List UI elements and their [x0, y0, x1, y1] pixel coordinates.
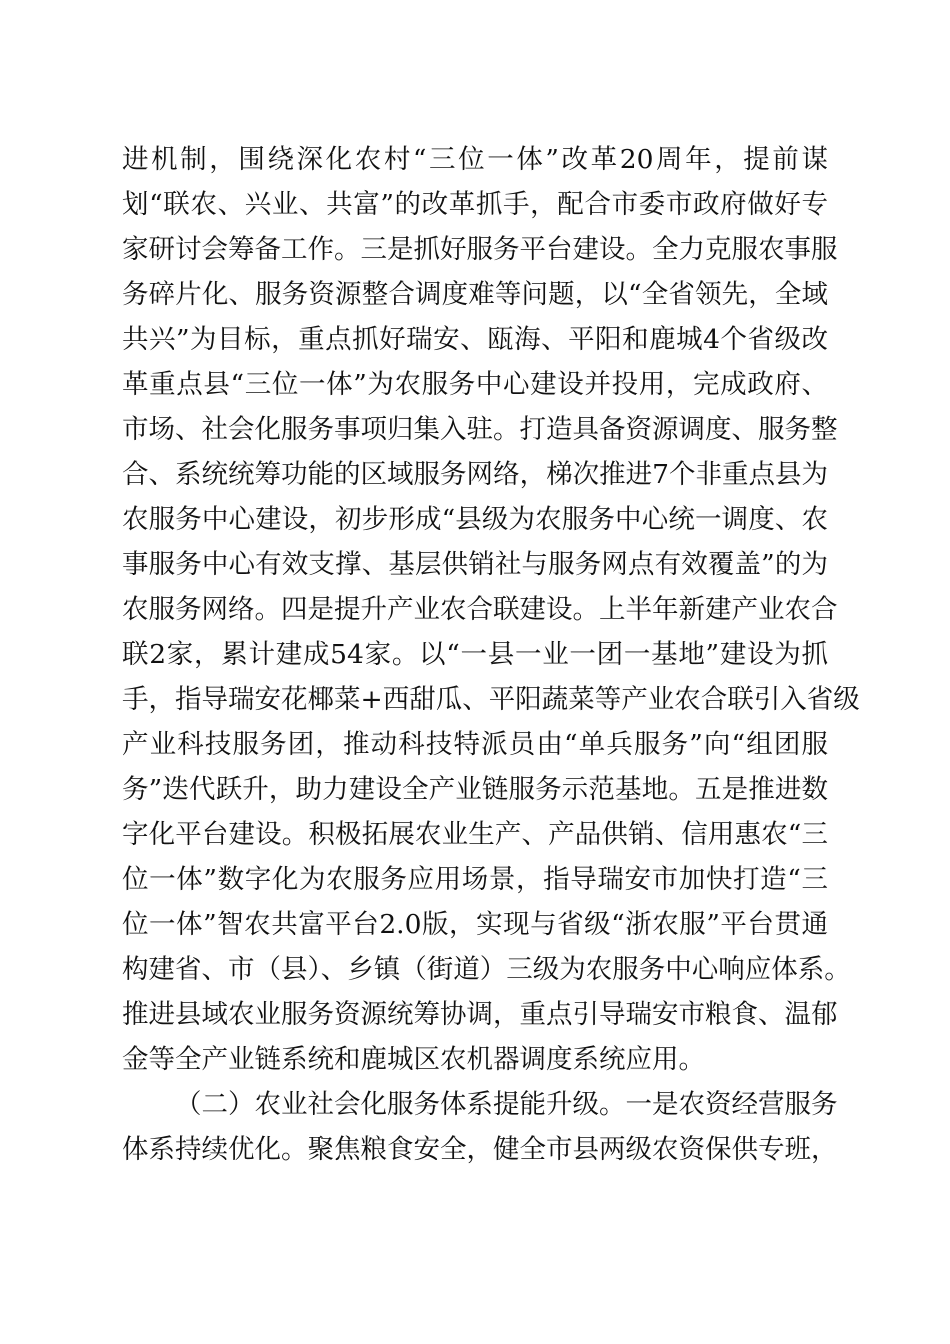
- text-line: 构建省、市（县）、乡镇（街道）三级为农服务中心响应体系。: [122, 954, 851, 985]
- text-line: 革重点县“三位一体”为农服务中心建设并投用，完成政府、: [122, 369, 828, 400]
- text-line: 农服务中心建设，初步形成“县级为农服务中心统一调度、农: [122, 504, 828, 535]
- text-line: 体系持续优化。聚焦粮食安全，健全市县两级农资保供专班，: [122, 1134, 838, 1165]
- text-line: 市场、社会化服务事项归集入驻。打造具备资源调度、服务整: [122, 414, 838, 445]
- text-line: 产业科技服务团，推动科技特派员由“单兵服务”向“组团服: [122, 729, 828, 760]
- text-line: 合、系统统筹功能的区域服务网络，梯次推进7个非重点县为: [122, 459, 828, 490]
- text-line: 金等全产业链系统和鹿城区农机器调度系统应用。: [122, 1044, 705, 1075]
- text-line: 划“联农、兴业、共富”的改革抓手，配合市委市政府做好专: [122, 189, 828, 220]
- text-line: 家研讨会筹备工作。三是抓好服务平台建设。全力克服农事服: [122, 234, 838, 265]
- text-line: 位一体”智农共富平台2.0版，实现与省级“浙农服”平台贯通: [122, 909, 828, 940]
- text-line: 联2家，累计建成54家。以“一县一业一团一基地”建设为抓: [122, 639, 828, 670]
- text-line: 共兴”为目标，重点抓好瑞安、瓯海、平阳和鹿城4个省级改: [122, 324, 828, 355]
- text-line: 手，指导瑞安花椰菜+西甜瓜、平阳蔬菜等产业农合联引入省级: [122, 684, 860, 715]
- text-line: 进机制，围绕深化农村“三位一体”改革20周年，提前谋: [122, 144, 828, 175]
- text-line: 农服务网络。四是提升产业农合联建设。上半年新建产业农合: [122, 594, 838, 625]
- text-line: 务碎片化、服务资源整合调度难等问题，以“全省领先，全域: [122, 279, 828, 310]
- text-line: 字化平台建设。积极拓展农业生产、产品供销、信用惠农“三: [122, 819, 828, 850]
- text-line: 位一体”数字化为农服务应用场景，指导瑞安市加快打造“三: [122, 864, 828, 895]
- text-line: 推进县域农业服务资源统筹协调，重点引导瑞安市粮食、温郁: [122, 999, 838, 1030]
- text-line: 事服务中心有效支撑、基层供销社与服务网点有效覆盖”的为: [122, 549, 828, 580]
- text-line: 务”迭代跃升，助力建设全产业链服务示范基地。五是推进数: [122, 774, 828, 805]
- section-heading-line: （二）农业社会化服务体系提能升级。一是农资经营服务: [175, 1089, 838, 1120]
